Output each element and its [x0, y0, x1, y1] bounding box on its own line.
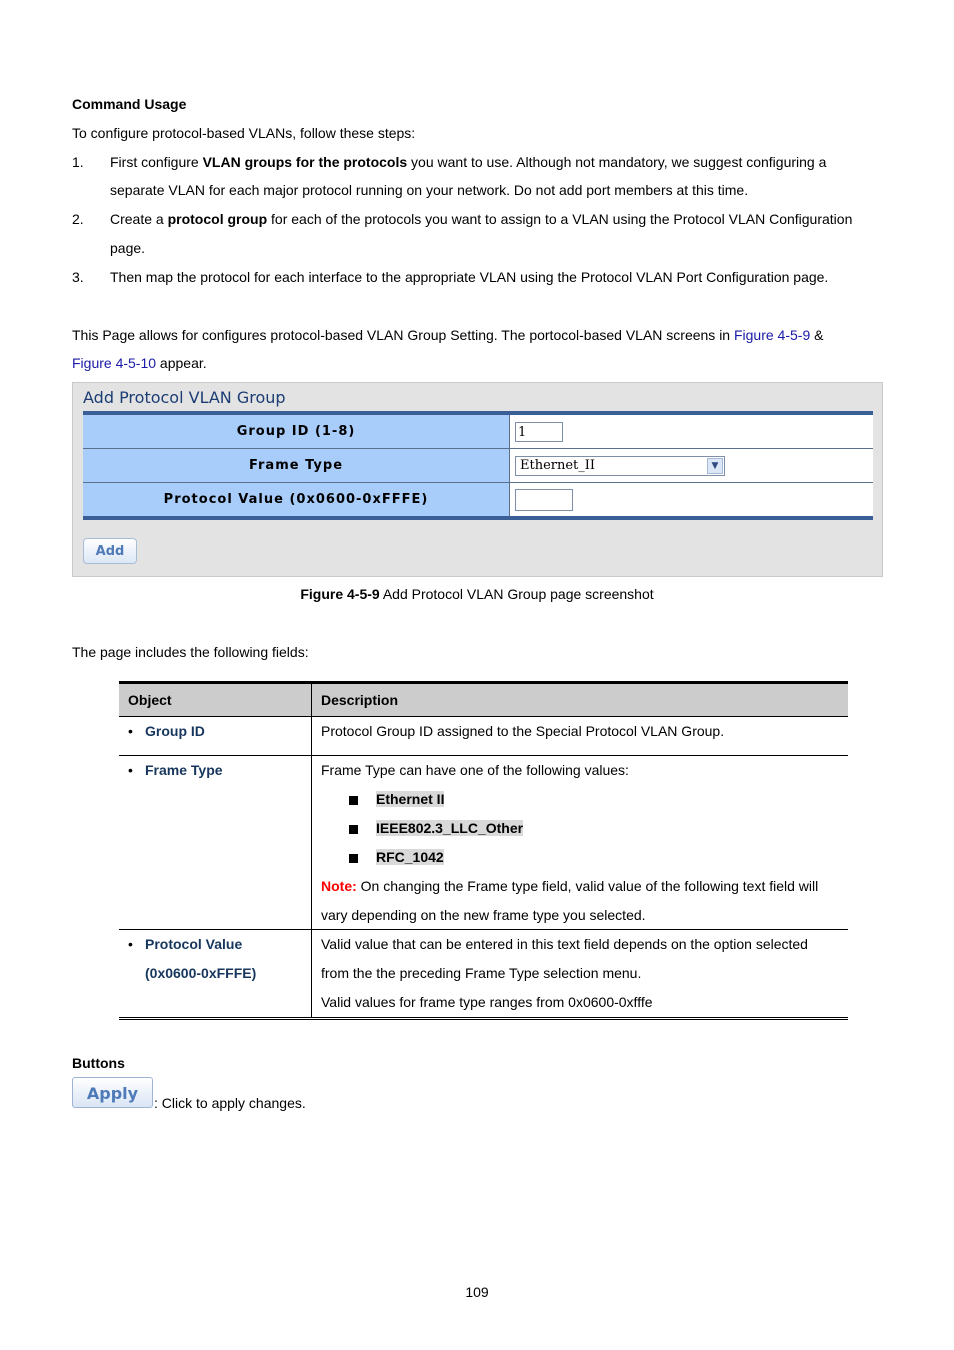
frame-type-selected-value: Ethernet_II	[520, 457, 596, 473]
fields-table	[119, 681, 848, 1020]
figure-4-5-9-link[interactable]: Figure 4-5-9	[733, 327, 811, 343]
table-row-group-id: • Group ID Protocol Group ID assigned to the Special Protocol VLAN Group.	[119, 717, 848, 756]
object-frame-type: Frame Type	[145, 762, 223, 778]
protocol-value-label: Protocol Value (0x0600-0xFFFE)	[83, 483, 510, 516]
step-2-line2: page.	[110, 240, 146, 256]
step-1-line2: separate VLAN for each major protocol running on your network. Do not add port members at this time.	[110, 182, 749, 198]
command-usage-heading: Command Usage	[72, 96, 187, 112]
group-id-label: Group ID (1-8)	[83, 415, 510, 448]
desc-protocol-value-line3: Valid values for frame type ranges from 0x0600-0xfffe	[321, 994, 653, 1010]
step-2-number: 2.	[72, 211, 84, 227]
frame-type-note-line2: vary depending on the new frame type you selected.	[321, 907, 646, 923]
step-3-text: Then map the protocol for each interface to the appropriate VLAN using the Protocol VLAN Port Configuration page.	[110, 269, 829, 285]
desc-protocol-value-line2: from the the preceding Frame Type selection menu.	[321, 965, 642, 981]
chevron-down-icon[interactable]: ▼	[707, 458, 723, 474]
step-1-number: 1.	[72, 154, 84, 170]
protocol-value-row	[83, 483, 873, 516]
protocol-value-input[interactable]	[515, 489, 573, 511]
add-protocol-vlan-group-screenshot	[72, 382, 883, 577]
step-2-text: Create a protocol group for each of the protocols you want to assign to a VLAN using the Protocol VLAN Configuration	[110, 211, 853, 227]
object-group-id: Group ID	[145, 723, 205, 739]
object-protocol-value: Protocol Value	[145, 936, 243, 952]
fields-intro: The page includes the following fields:	[72, 644, 309, 660]
step-1-text: First configure VLAN groups for the protocols you want to use. Although not mandatory, we suggest configuring a	[110, 154, 827, 170]
table-row-protocol-value: • Protocol Value (0x0600-0xFFFE) Valid value that can be entered in this text field depends on the option selected from the the preceding Frame Type selection menu. Valid values for frame type ranges from 0x0600-0xfffe	[119, 930, 848, 1017]
header-object: Object	[119, 684, 312, 716]
page-number: 109	[465, 1284, 489, 1300]
desc-protocol-value-line1: Valid value that can be entered in this text field depends on the option selected	[321, 936, 808, 952]
frame-type-select[interactable]	[515, 456, 725, 476]
table-header	[119, 684, 848, 717]
panel-title: Add Protocol VLAN Group	[83, 388, 286, 407]
step-3-number: 3.	[72, 269, 84, 285]
frame-type-note: Note: On changing the Frame type field, valid value of the following text field will	[321, 878, 819, 894]
description-line2: Figure 4-5-10 appear.	[72, 355, 207, 371]
header-description: Description	[321, 692, 399, 708]
figure-4-5-10-link[interactable]: Figure 4-5-10	[72, 355, 157, 371]
desc-frame-type: Frame Type can have one of the following values:	[321, 762, 629, 778]
option-ethernet-ii: Ethernet II	[321, 785, 848, 814]
buttons-heading: Buttons	[72, 1055, 125, 1071]
config-table	[83, 411, 873, 520]
description-line1: This Page allows for configures protocol-based VLAN Group Setting. The portocol-based VLAN screens in Figure 4-5-9 &	[72, 327, 824, 343]
option-rfc-1042: RFC_1042	[321, 843, 848, 872]
apply-description: : Click to apply changes.	[154, 1095, 306, 1111]
group-id-input[interactable]: 1	[515, 422, 563, 442]
frame-type-row	[83, 449, 873, 483]
option-ieee802-3-llc-other: IEEE802.3_LLC_Other	[321, 814, 848, 843]
group-id-row	[83, 415, 873, 449]
apply-button[interactable]: Apply	[72, 1077, 153, 1108]
object-protocol-value-range: (0x0600-0xFFFE)	[145, 965, 257, 981]
desc-group-id: Protocol Group ID assigned to the Special Protocol VLAN Group.	[321, 723, 725, 739]
frame-type-label: Frame Type	[83, 449, 510, 482]
figure-caption: Figure 4-5-9 Add Protocol VLAN Group page screenshot	[300, 586, 654, 602]
add-button[interactable]: Add	[83, 538, 137, 564]
table-row-frame-type: • Frame Type Frame Type can have one of the following values: Ethernet II IEEE802.3_LLC_Other RFC_1042 Note: On changing the Frame type field, valid value of the following text field will vary depending on the new frame type you selected.	[119, 756, 848, 930]
command-usage-intro: To configure protocol-based VLANs, follow these steps:	[72, 125, 416, 141]
